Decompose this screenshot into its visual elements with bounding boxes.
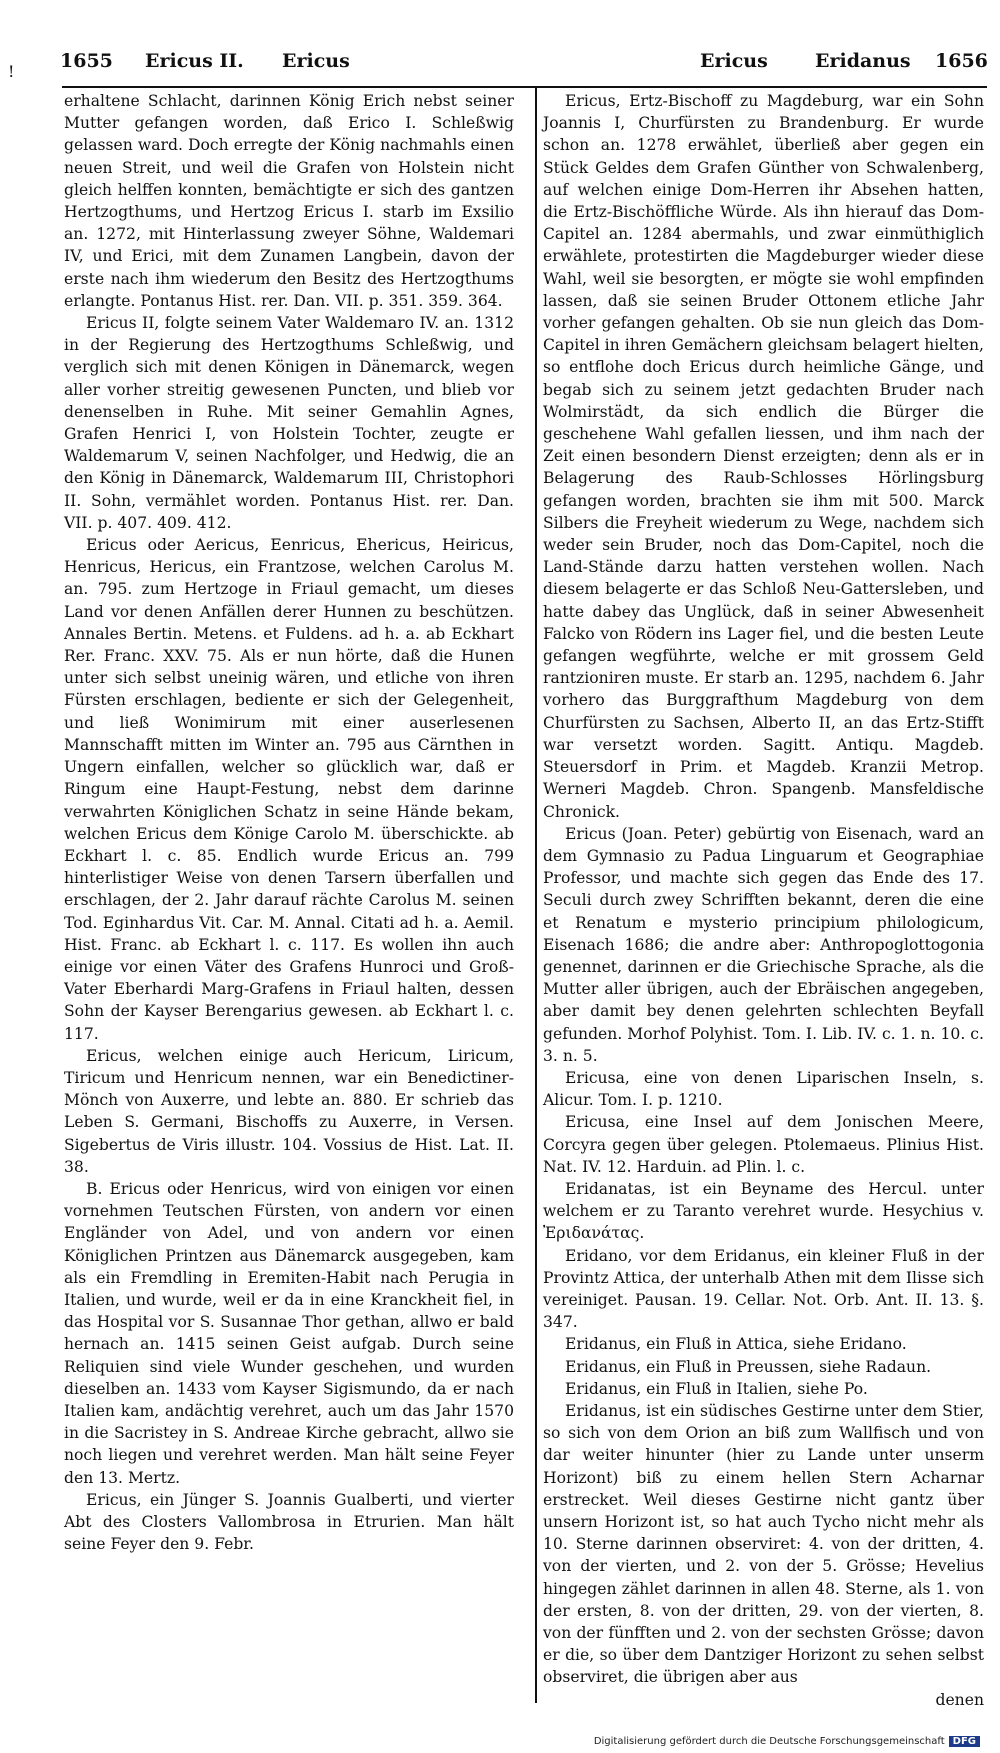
entry-paragraph: Ericus, ein Jünger S. Joannis Gualberti, und vierter Abt des Closters Vallombrosa in Etrurien. Man hält seine Feyer den 9. Febr. — [64, 1490, 514, 1554]
entry-paragraph: Ericus II, folgte seinem Vater Waldemaro IV. an. 1312 in der Regierung des Hertzogthums Schleßwig, und verglich sich mit denen Königen in Dänemarck, wegen aller vorher streitig gewesenen Puncten, und blieb vor denenselben in Ruhe. Mit seiner Gemahlin Agnes, Grafen Henrici I, von Holstein Tochter, zeugte er Waldemarum V, seinen Nachfolger, und Hedwig, die an den König in Dänemarck, Waldemarum III, Christophori II. Sohn, vermählet worden. Pontanus Hist. rer. Dan. VII. p. 407. 409. 412. — [64, 314, 514, 532]
entry-paragraph: Eridanus, ein Fluß in Preussen, siehe Radaun. — [565, 1357, 932, 1376]
running-head-right-1: Ericus — [700, 50, 768, 72]
margin-mark: ! — [8, 62, 15, 81]
entry-paragraph: B. Ericus oder Henricus, wird von einigen vor einen vornehmen Teutschen Fürsten, von andern vor einen Engländer von Adel, und von andern vor einen Königlichen Printzen aus Dänemarck ausgegeben, kam als ein Fremdling in Eremiten-Habit nach Perugia in Italien, und wurde, weil er da in eine Kranckheit fiel, in das Hospital vor S. Susannae Thor gethan, allwo er bald hernach an. 1415 seinen Geist aufgab. Durch seine Reliquien sind viele Wunder geschehen, und wurden dieselben an. 1433 vom Kayser Sigismundo, da er nach Italien kam, andächtig verehret, auch um das Jahr 1570 in die Sacristey in S. Andreae Kirche gebracht, allwo sie noch liegen und verehret werden. Man hält seine Feyer den 13. Mertz. — [64, 1179, 514, 1487]
page-number-left: 1655 — [60, 50, 113, 72]
entry-paragraph: erhaltene Schlacht, darinnen König Erich nebst seiner Mutter gefangen worden, daß Erico I. Schleßwig gelassen ward. Doch erregte der König nachmahls einen neuen Streit, und weil die Grafen von Holstein nicht gleich helffen konnten, bemächtigte er sich des gantzen Hertzogthums, und Hertzog Ericus I. starb im Exsilio an. 1272, mit Hinterlassung zweyer Söhne, Waldemari IV, und Erici, mit dem Zunamen Langbein, davon der erste nach ihm wiederum den Besitz des Hertzogthums erlangte. Pontanus Hist. rer. Dan. VII. p. 351. 359. 364. — [64, 92, 514, 310]
entry-paragraph: Eridano, vor dem Eridanus, ein kleiner Fluß in der Provintz Attica, der unterhalb Athen mit dem Ilisse sich vereiniget. Pausan. 19. Cellar. Not. Orb. Ant. II. 13. §. 347. — [543, 1246, 984, 1332]
entry-paragraph: Eridanatas, ist ein Beyname des Hercul. unter welchem er zu Taranto verehret wurde. Hesychius v. Ἐριδανάτας. — [543, 1179, 984, 1243]
dfg-logo: DFG — [949, 1736, 980, 1747]
column-divider — [535, 88, 537, 1703]
entry-paragraph: Ericus, welchen einige auch Hericum, Liricum, Tiricum und Henricum nennen, war ein Benedictiner-Mönch von Auxerre, und lebte an. 880. Er schrieb das Leben S. Germani, Bischoffs zu Auxerre, in Versen. Sigebertus de Viris illustr. 104. Vossius de Hist. Lat. II. 38. — [64, 1046, 514, 1176]
entry-paragraph: Ericusa, eine von denen Liparischen Inseln, s. Alicur. Tom. I. p. 1210. — [543, 1068, 984, 1110]
running-header — [0, 50, 1000, 80]
entry-paragraph: Ericus, Ertz-Bischoff zu Magdeburg, war ein Sohn Joannis I, Churfürsten zu Brandenburg. Er wurde schon an. 1278 erwählet, überließ aber gegen ein Stück Geldes dem Grafen Günther von Schwalenberg, auf welchen einige Dom-Herren ihr Absehen hatten, die Ertz-Bischöffliche Würde. Als ihn hierauf das Dom-Capitel an. 1284 abermahls, und zwar einmüthiglich erwählete, protestirten die Magdeburger wieder diese Wahl, weil sie besorgten, er mögte sie wohl empfinden lassen, daß sie seinen Bruder Ottonem etliche Jahr vorher gefangen gehalten. Ob sie nun gleich das Dom-Capitel in ihren Gemächern gleichsam belagert hielten, so entflohe doch Ericus durch heimliche Gänge, und begab sich zu seinem jetzt gedachten Bruder nach Wolmirstädt, da sich endlich die Bürger die geschehene Wahl gefallen liessen, und ihm nach der Zeit einen besondern Dienst erzeigten; denn als er in Belagerung des Raub-Schlosses Hörlingsburg gefangen worden, brachten sie ihm mit 500. Marck Silbers die Freyheit wiederum zu Wege, nachdem sich weder sein Bruder, noch das Dom-Capitel, noch die Land-Stände darzu hatten verstehen wollen. Nach diesem belagerte er das Schloß Neu-Gattersleben, und hatte dabey das Unglück, daß in seiner Abwesenheit Falcko von Rödern ins Lager fiel, und die besten Leute gefangen wegführte, welche er mit grossem Geld rantzioniren muste. Er starb an. 1295, nachdem 6. Jahr vorhero das Burggrafthum Magdeburg von dem Churfürsten zu Sachsen, Alberto II, an das Ertz-Stifft war versetzt worden. Sagitt. Antiqu. Magdeb. Steuersdorf in Prim. et Magdeb. Kranzii Metrop. Werneri Magdeb. Chron. Spangenb. Mansfeldische Chronick. — [543, 92, 984, 821]
footer-text: Digitalisierung gefördert durch die Deutsche Forschungsgemeinschaft — [593, 1736, 945, 1747]
entry-paragraph: Ericus (Joan. Peter) gebürtig von Eisenach, ward an dem Gymnasio zu Padua Linguarum et Geographiae Professor, und machte sich gegen das Ende des 17. Seculi durch zwey Schrifften bekannt, deren die eine et Renatum e mysterio principium philologicum, Eisenach 1686; die andre aber: Anthropoglottogonia genennet, darinnen er die Griechische Sprache, als die Mutter aller übrigen, auch der Ebräischen angegeben, aber damit bey denen gelehrten schlechten Beyfall gefunden. Morhof Polyhist. Tom. I. Lib. IV. c. 1. n. 10. c. 3. n. 5. — [543, 824, 984, 1065]
left-column — [64, 90, 514, 1555]
running-head-left-2: Ericus — [282, 50, 350, 72]
entry-paragraph: Eridanus, ist ein südisches Gestirne unter dem Stier, so sich von dem Orion an biß zum Wallfisch und von dar weiter hinunter (hier zu Lande unter unserm Horizont) biß zu einem hellen Stern Acharnar erstrecket. Weil dieses Gestirne nicht gantz über unsern Horizont ist, so hat auch Tycho nicht mehr als 10. Sterne darinnen observiret: 4. von der dritten, 4. von der vierten, und 2. von der 5. Grösse; Hevelius hingegen zählet darinnen in allen 48. Sterne, als 1. von der ersten, 8. von der dritten, 29. von der vierten, 8. von der fünfften und 2. von der sechsten Grösse; davon er die, so über dem Dantziger Horizont zu sehen selbst observiret, die übrigen aber aus — [543, 1401, 984, 1687]
right-column — [543, 90, 984, 1711]
entry-paragraph: Eridanus, ein Fluß in Italien, siehe Po. — [565, 1379, 868, 1398]
entry-paragraph: Ericus oder Aericus, Eenricus, Ehericus, Heiricus, Henricus, Hericus, ein Frantzose, welchen Carolus M. an. 795. zum Hertzoge in Friaul gemacht, um dieses Land vor denen Anfällen derer Hunnen zu beschützen. Annales Bertin. Metens. et Fuldens. ad h. a. ab Eckhart Rer. Franc. XXV. 75. Als er nun hörte, daß die Hunen unter sich selbst uneinig wären, und etliche von ihren Fürsten erschlagen, bediente er sich der Gelegenheit, und ließ Wonimirum mit einer auserlesenen Mannschafft mitten im Winter an. 795 aus Cärnthen in Ungern einfallen, welcher so glücklich war, daß er Ringum eine Haupt-Festung, nebst dem darinne verwahrten Königlichen Schatz in seine Hände bekam, welchen Ericus dem Könige Carolo M. überschickte. ab Eckhart l. c. 85. Endlich wurde Ericus an. 799 hinterlistiger Weise von denen Tarsern überfallen und erschlagen, der 2. Jahr darauf rächte Carolus M. seinen Tod. Eginhardus Vit. Car. M. Annal. Citati ad h. a. Aemil. Hist. Franc. ab Eckhart l. c. 117. Es wollen ihn auch einige vor einen Väter des Grafens Hunroci und Groß-Vater Eberhardi Marg-Grafens in Friaul halten, dessen Sohn der Kayser Berengarius gewesen. ab Eckhart l. c. 117. — [64, 536, 514, 1043]
running-head-left-1: Ericus II. — [145, 50, 244, 72]
catchword: denen — [935, 1690, 984, 1709]
header-rule — [62, 86, 987, 88]
page-number-right: 1656 — [935, 50, 988, 72]
entry-paragraph: Ericusa, eine Insel auf dem Jonischen Meere, Corcyra gegen über gelegen. Ptolemaeus. Plinius Hist. Nat. IV. 12. Harduin. ad Plin. l. c. — [543, 1113, 984, 1176]
digitization-footer — [594, 1736, 980, 1747]
entry-paragraph: Eridanus, ein Fluß in Attica, siehe Eridano. — [565, 1335, 907, 1354]
running-head-right-2: Eridanus — [815, 50, 911, 72]
